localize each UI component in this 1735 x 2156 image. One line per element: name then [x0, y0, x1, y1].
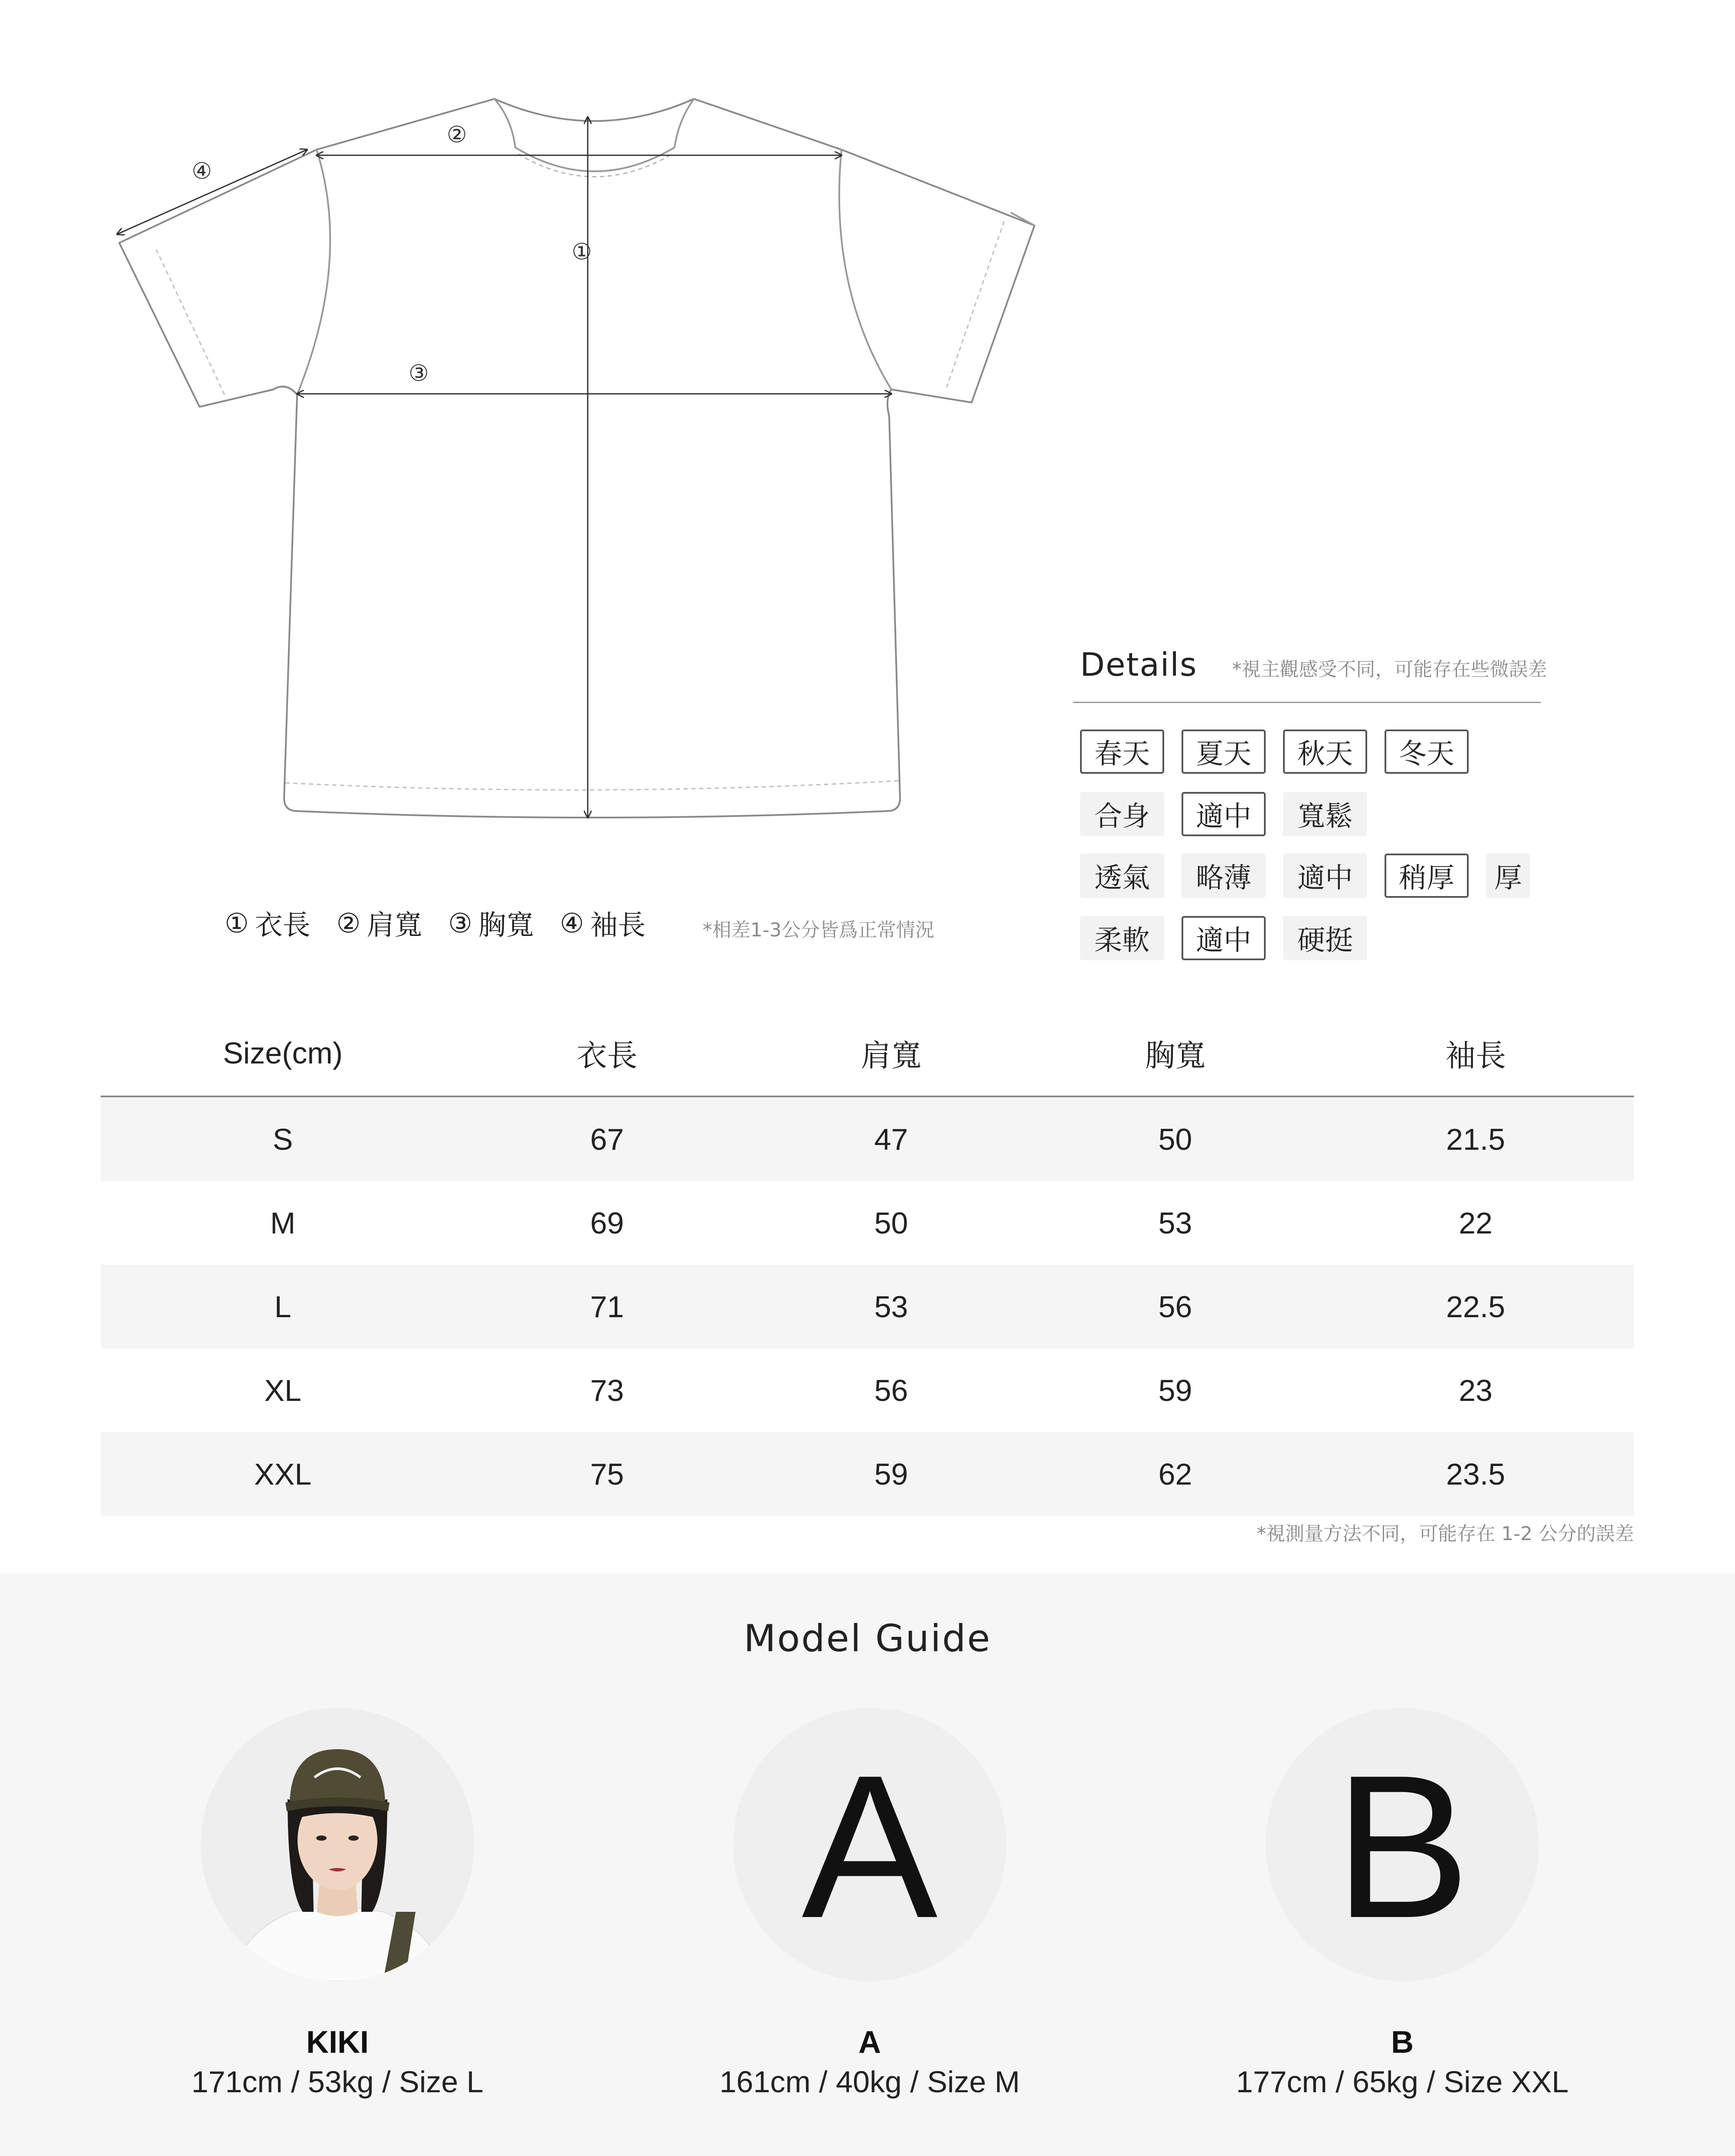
tag-slightly-thick: 稍厚: [1385, 854, 1469, 898]
cell-length: 67: [590, 1122, 624, 1156]
tag-breathable: 透氣: [1080, 854, 1164, 898]
tshirt-diagram: [95, 78, 1058, 850]
avatar-letter: B: [1334, 1733, 1470, 1960]
cell-size: M: [270, 1206, 296, 1240]
tag-winter: 冬天: [1385, 730, 1469, 774]
header-size: Size(cm): [223, 1036, 343, 1070]
model-stats: 161cm / 40kg / Size M: [719, 2065, 1020, 2099]
model-name: B: [1391, 2025, 1414, 2060]
tag-spring: 春天: [1080, 730, 1164, 774]
legend-item: [337, 903, 422, 943]
details-row-thickness: [1080, 854, 1548, 898]
header-chest: 胸寬: [1145, 1038, 1206, 1073]
size-table-header: [101, 1011, 1634, 1097]
details-title: Details: [1080, 646, 1198, 684]
cell-length: 73: [590, 1373, 624, 1407]
cell-shoulder: 53: [874, 1289, 908, 1324]
cell-size: S: [272, 1122, 293, 1156]
header-sleeve: 袖長: [1445, 1038, 1506, 1073]
header-shoulder: 肩寬: [861, 1038, 922, 1073]
table-row: [101, 1097, 1634, 1181]
model-photo: [201, 1708, 474, 1981]
cell-sleeve: 23.5: [1446, 1457, 1506, 1491]
tag-stiff: 硬挺: [1283, 916, 1367, 960]
cell-sleeve: 22: [1459, 1206, 1493, 1240]
legend-label: 胸寬: [478, 910, 534, 942]
details-row-texture: [1080, 916, 1385, 960]
cell-length: 71: [590, 1289, 624, 1324]
table-note: *視測量方法不同，可能存在 1-2 公分的誤差: [1257, 1523, 1634, 1545]
marker-sleeve: ④: [192, 158, 212, 184]
avatar-letter: A: [802, 1733, 938, 1960]
tag-loose: 寬鬆: [1283, 792, 1367, 836]
cell-sleeve: 22.5: [1446, 1289, 1506, 1324]
table-row: [101, 1348, 1634, 1432]
legend-number: ④: [560, 907, 584, 939]
cell-shoulder: 50: [874, 1206, 908, 1240]
tag-fit-regular: 適中: [1182, 792, 1266, 836]
legend-label: 袖長: [590, 910, 646, 942]
tag-texture-regular: 適中: [1182, 916, 1266, 960]
tag-summer: 夏天: [1182, 730, 1266, 774]
model-card-kiki: [142, 1708, 533, 2099]
legend-label: 衣長: [255, 910, 311, 942]
legend-item: [225, 903, 311, 943]
model-avatar-letter: [1266, 1708, 1539, 1981]
tag-soft: 柔軟: [1080, 916, 1164, 960]
shirt-body: [119, 99, 1034, 818]
legend-number: ③: [448, 907, 472, 939]
table-row: [101, 1181, 1634, 1265]
details-divider: [1073, 702, 1541, 703]
cell-sleeve: 21.5: [1446, 1122, 1506, 1156]
header-length: 衣長: [576, 1038, 638, 1073]
model-stats: 171cm / 53kg / Size L: [191, 2065, 484, 2099]
legend-item: [560, 903, 646, 943]
cell-shoulder: 47: [874, 1122, 908, 1156]
tag-thick: 厚: [1486, 854, 1530, 898]
tag-thin: 略薄: [1182, 854, 1266, 898]
legend-label: 肩寬: [367, 910, 422, 942]
cell-sleeve: 23: [1459, 1373, 1493, 1407]
cell-chest: 53: [1158, 1206, 1192, 1240]
marker-chest: ③: [409, 360, 429, 386]
cell-size: L: [274, 1289, 291, 1324]
cell-chest: 62: [1158, 1457, 1192, 1491]
model-avatar-letter: [733, 1708, 1006, 1981]
legend-number: ①: [225, 907, 249, 939]
cell-length: 75: [590, 1457, 624, 1491]
cell-length: 69: [590, 1206, 624, 1240]
cell-chest: 50: [1158, 1122, 1192, 1156]
size-table: [101, 1011, 1634, 1516]
tshirt-outline: [95, 78, 1058, 850]
cell-chest: 59: [1158, 1373, 1192, 1407]
measurement-legend: [225, 897, 671, 949]
legend-note: *相差1-3公分皆爲正常情況: [703, 919, 934, 941]
model-card-a: [674, 1708, 1065, 2099]
marker-length: ①: [572, 239, 592, 265]
table-row: [101, 1432, 1634, 1516]
cell-size: XL: [264, 1373, 301, 1407]
cell-shoulder: 56: [874, 1373, 908, 1407]
cell-chest: 56: [1158, 1289, 1192, 1324]
details-note: *視主觀感受不同，可能存在些微誤差: [1232, 658, 1547, 680]
legend-item: [448, 903, 534, 943]
details-row-season: [1080, 730, 1486, 774]
cell-shoulder: 59: [874, 1457, 908, 1491]
cell-size: XXL: [254, 1457, 312, 1491]
model-avatar-photo: [201, 1708, 474, 1981]
model-guide-title: Model Guide: [743, 1617, 992, 1660]
tag-autumn: 秋天: [1283, 730, 1367, 774]
model-card-b: [1207, 1708, 1598, 2099]
tag-fitted: 合身: [1080, 792, 1164, 836]
marker-shoulder: ②: [447, 122, 467, 148]
table-row: [101, 1265, 1634, 1348]
tag-thickness-regular: 適中: [1283, 854, 1367, 898]
model-guide-section: [0, 1574, 1735, 2156]
details-row-fit: [1080, 792, 1385, 836]
model-stats: 177cm / 65kg / Size XXL: [1236, 2065, 1569, 2099]
model-name: KIKI: [306, 2025, 369, 2060]
details-header: [1080, 646, 1547, 684]
model-name: A: [858, 2025, 881, 2060]
legend-number: ②: [336, 907, 361, 939]
